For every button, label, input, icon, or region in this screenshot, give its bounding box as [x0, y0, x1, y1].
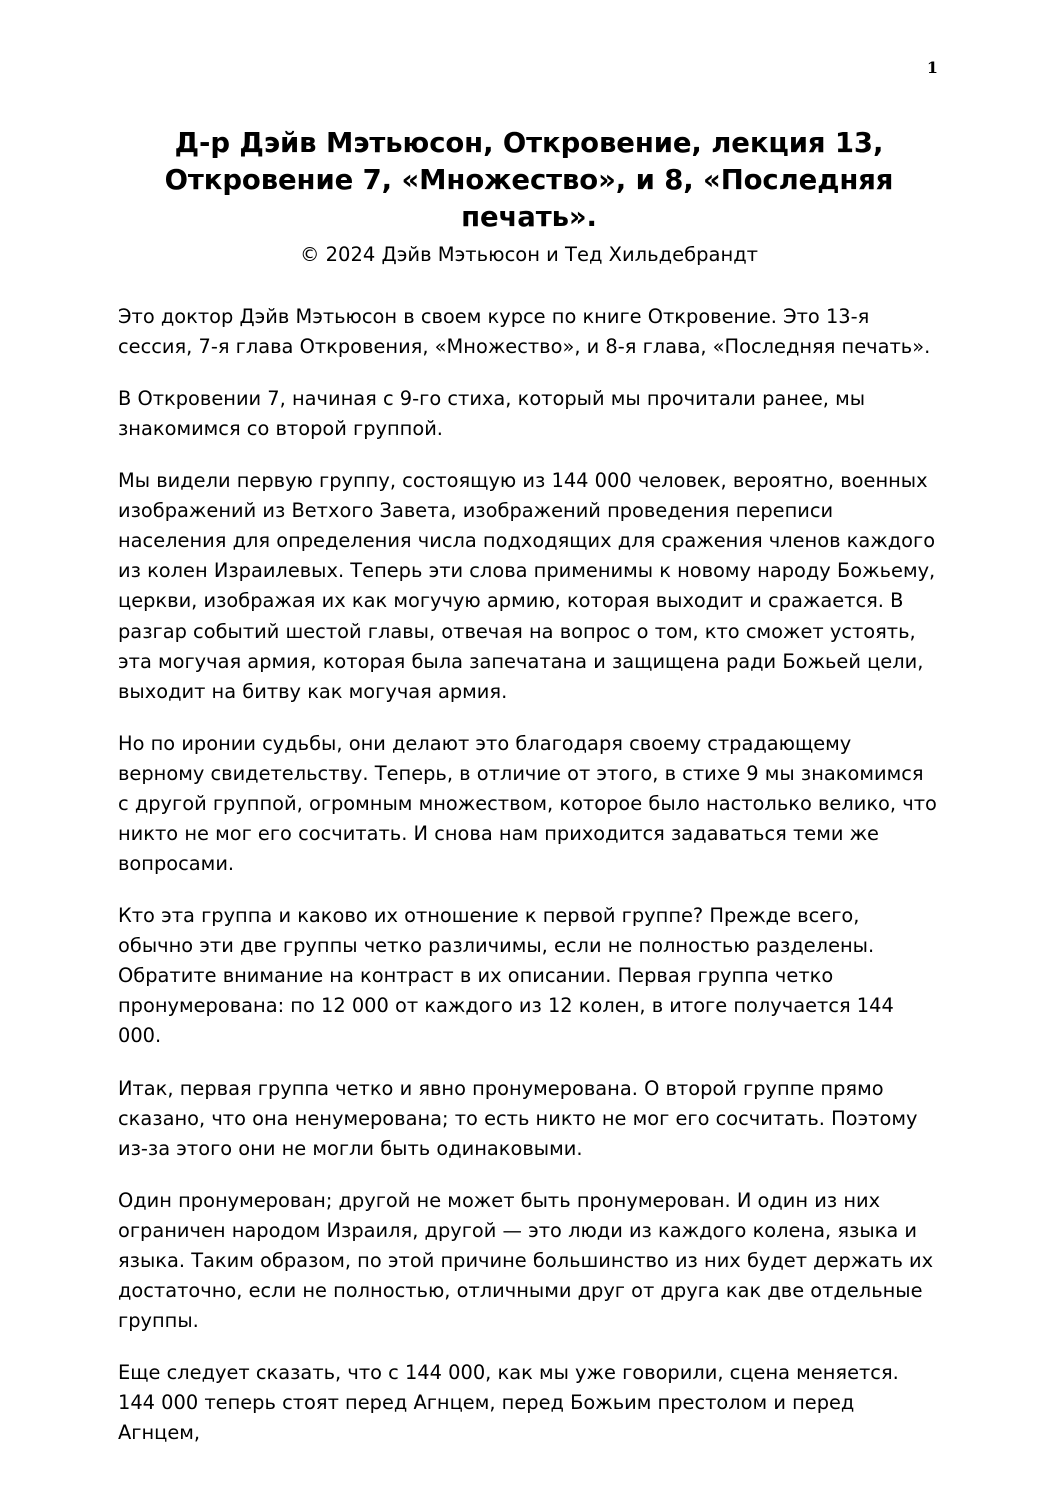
paragraph: Кто эта группа и каково их отношение к первой группе? Прежде всего, обычно эти две группы четко различимы, если не полностью разделены. Обратите внимание на контраст в их описании. Первая группа четко пронумерована: по 12 000 от каждого из 12 колен, в итоге получается 144 000. — [118, 904, 894, 1048]
paragraph: Но по иронии судьбы, они делают это благодаря своему страдающему верному свидетельству. Теперь, в отличие от этого, в стихе 9 мы знакомимся с другой группой, огромным множеством, которое было настолько велико, что никто не мог его сосчитать. И снова нам приходится задаваться теми же вопросами. — [118, 731, 937, 876]
paragraph: В Откровении 7, начиная с 9-го стиха, который мы прочитали ранее, мы знакомимся со второй группой. — [118, 387, 866, 441]
paragraph: Это доктор Дэйв Мэтьюсон в своем курсе по книге Откровение. Это 13-я сессия, 7-я глава Откровения, «Множество», и 8-я глава, «Последняя печать». — [118, 304, 931, 358]
paragraph: Один пронумерован; другой не может быть пронумерован. И один из них ограничен народом Израиля, другой — это люди из каждого колена, языка и языка. Таким образом, по этой причине большинство из них будет держать их достаточно, если не полностью, отличными друг от друга как две отдельные группы. — [118, 1188, 934, 1333]
copyright-line: © 2024 Дэйв Мэтьюсон и Тед Хильдебрандт — [299, 242, 759, 266]
body-text — [118, 302, 940, 1449]
paragraph: Мы видели первую группу, состоящую из 144 000 человек, вероятно, военных изображений из Ветхого Завета, изображений проведения переписи населения для определения числа подходящих для сражения членов каждого из колен Израилевых. Теперь эти слова применимы к новому народу Божьему, церкви, изображая их как могучую армию, которая выходит и сражается. В разгар событий шестой главы, отвечая на вопрос о том, кто сможет устоять, эта могучая армия, которая была запечатана и защищена ради Божьей цели, выходит на битву как могучая армия. — [118, 469, 936, 703]
paragraph: Еще следует сказать, что с 144 000, как мы уже говорили, сцена меняется. 144 000 теперь стоят перед Агнцем, перед Божьим престолом и перед Агнцем, — [118, 1361, 899, 1445]
page-number: 1 — [926, 58, 938, 77]
paragraph: Итак, первая группа четко и явно пронумерована. О второй группе прямо сказано, что она ненумерована; то есть никто не мог его сосчитать. Поэтому из-за этого они не могли быть одинаковыми. — [118, 1076, 918, 1160]
page-title: Д-р Дэйв Мэтьюсон, Откровение, лекция 13, Откровение 7, «Множество», и 8, «Последняя печать». — [164, 127, 894, 233]
